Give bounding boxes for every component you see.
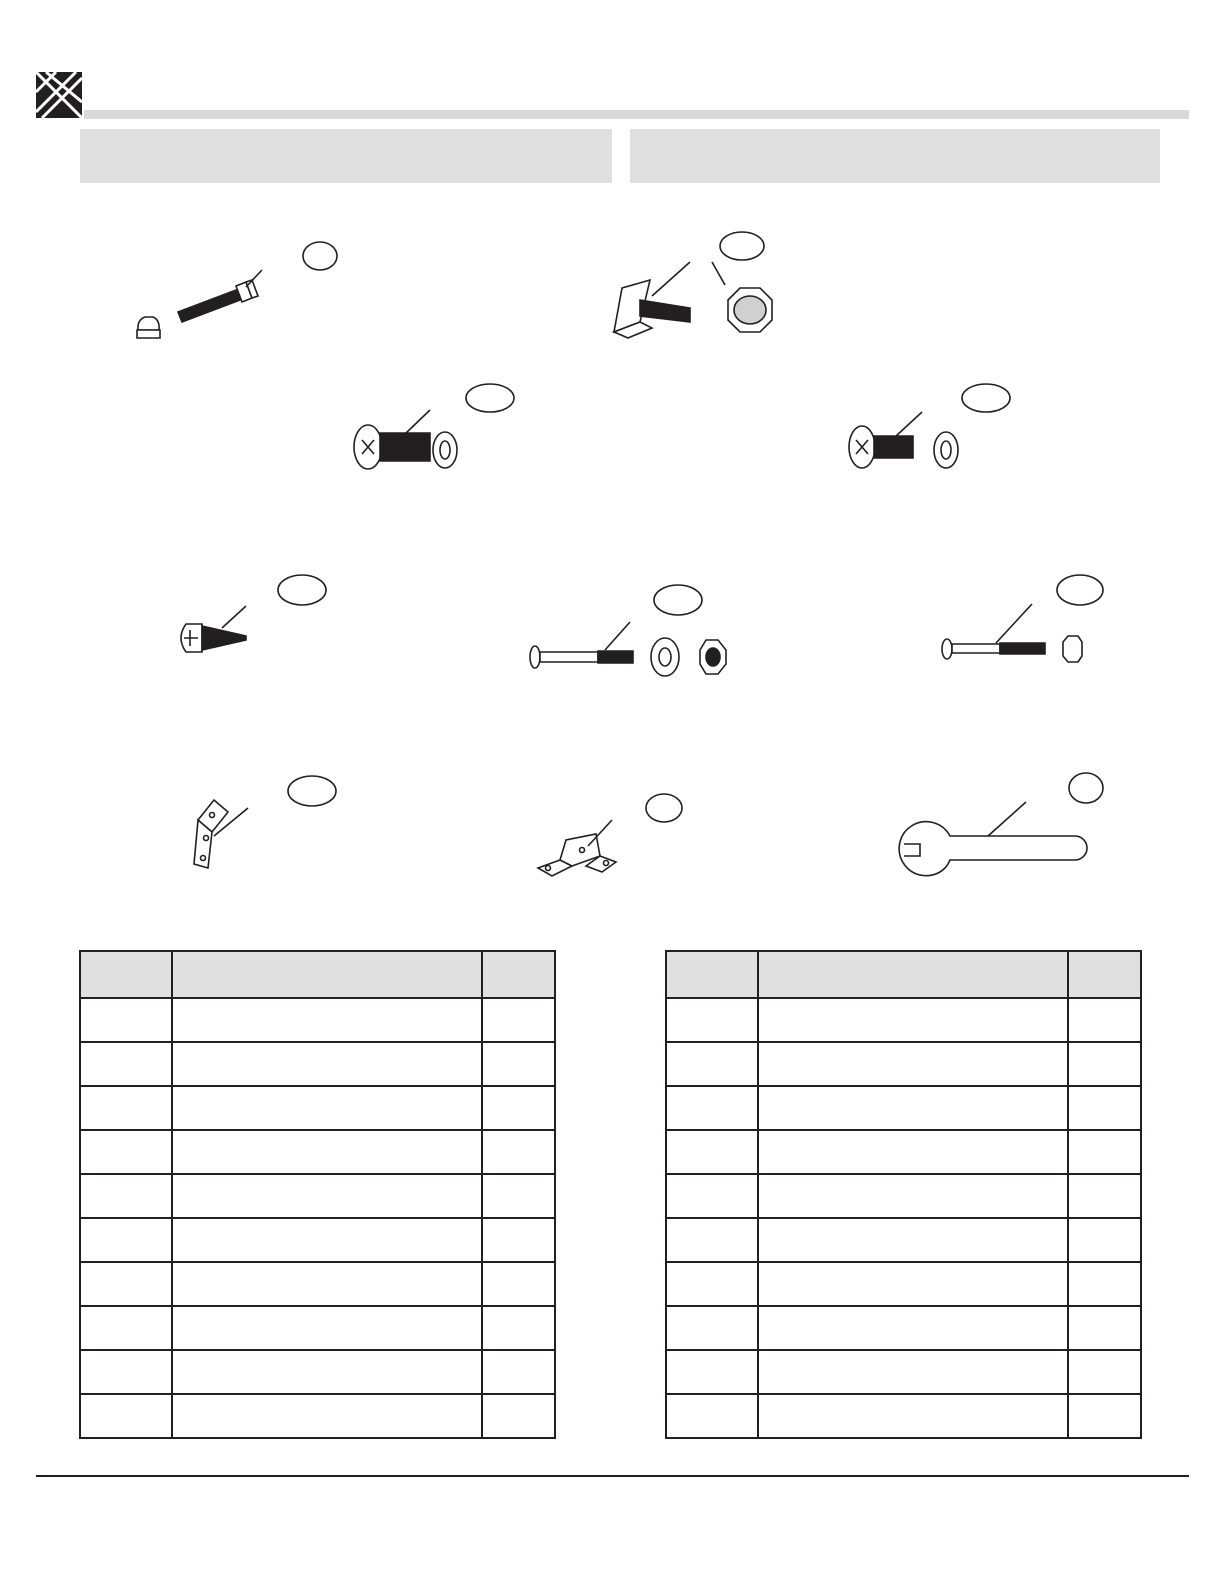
table-header-row: [80, 951, 555, 998]
part-key-circle: [962, 384, 1010, 412]
wrench-icon: [899, 773, 1103, 876]
long-bolt-and-nut-icon: [942, 575, 1103, 662]
header-key: [80, 951, 172, 998]
cell-key: [80, 1130, 172, 1174]
cell-quantity: [482, 1086, 555, 1130]
angle-bracket-icon: [194, 776, 336, 868]
cell-quantity: [1068, 1262, 1141, 1306]
table-row: [80, 1086, 555, 1130]
cell-key: [80, 1394, 172, 1438]
cell-key: [666, 1306, 758, 1350]
cell-key: [666, 1262, 758, 1306]
table-row: [666, 1086, 1141, 1130]
cell-description: [758, 1130, 1069, 1174]
cell-key: [80, 1306, 172, 1350]
part-key-circle: [720, 232, 764, 260]
saddle-bracket-icon: [538, 794, 682, 876]
cell-key: [80, 1350, 172, 1394]
cell-key: [80, 1086, 172, 1130]
part-key-circle: [303, 242, 337, 270]
cell-description: [172, 1262, 483, 1306]
cell-quantity: [1068, 1306, 1141, 1350]
cell-quantity: [1068, 1130, 1141, 1174]
header-key: [666, 951, 758, 998]
cell-description: [758, 1394, 1069, 1438]
cell-key: [666, 1394, 758, 1438]
parts-table-left: [79, 950, 556, 1439]
cell-description: [758, 1174, 1069, 1218]
table-row: [666, 1042, 1141, 1086]
cell-quantity: [1068, 1218, 1141, 1262]
cell-quantity: [1068, 1174, 1141, 1218]
table-header-row: [666, 951, 1141, 998]
header-description: [172, 951, 483, 998]
parts-table-right: [665, 950, 1142, 1439]
cell-key: [666, 1174, 758, 1218]
cell-quantity: [482, 998, 555, 1042]
table-row: [80, 1218, 555, 1262]
table-row: [666, 1306, 1141, 1350]
cell-description: [758, 998, 1069, 1042]
cell-quantity: [482, 1306, 555, 1350]
cell-description: [172, 1306, 483, 1350]
cell-key: [80, 998, 172, 1042]
part-key-circle: [646, 794, 682, 822]
cell-description: [758, 1306, 1069, 1350]
table-row: [80, 998, 555, 1042]
cell-quantity: [482, 1174, 555, 1218]
table-row: [80, 1262, 555, 1306]
phillips-bolt-and-washer-icon: [354, 384, 514, 469]
cell-quantity: [1068, 1042, 1141, 1086]
part-key-circle: [288, 776, 336, 806]
cell-key: [80, 1262, 172, 1306]
cell-key: [666, 1130, 758, 1174]
cell-quantity: [482, 1130, 555, 1174]
cell-description: [172, 998, 483, 1042]
cell-key: [666, 1042, 758, 1086]
table-row: [80, 1042, 555, 1086]
cell-key: [80, 1174, 172, 1218]
part-key-circle: [278, 575, 326, 605]
acorn-nut-and-bolt-icon: [137, 242, 337, 338]
table-row: [666, 1262, 1141, 1306]
cell-description: [172, 1042, 483, 1086]
table-row: [666, 1350, 1141, 1394]
table-row: [80, 1130, 555, 1174]
cell-description: [172, 1350, 483, 1394]
header-quantity: [1068, 951, 1141, 998]
cell-description: [758, 1218, 1069, 1262]
cell-quantity: [482, 1394, 555, 1438]
cell-description: [758, 1042, 1069, 1086]
part-key-circle: [1069, 773, 1103, 803]
cell-description: [172, 1394, 483, 1438]
part-key-circle: [1057, 575, 1103, 605]
cell-description: [758, 1262, 1069, 1306]
wood-screw-icon: [181, 575, 326, 652]
cell-quantity: [1068, 1394, 1141, 1438]
cell-description: [758, 1086, 1069, 1130]
header-description: [758, 951, 1069, 998]
cell-description: [758, 1350, 1069, 1394]
cell-quantity: [482, 1350, 555, 1394]
cell-description: [172, 1086, 483, 1130]
cell-description: [172, 1130, 483, 1174]
footer-rule: [36, 1475, 1189, 1477]
cell-quantity: [1068, 1086, 1141, 1130]
cell-quantity: [482, 1218, 555, 1262]
table-row: [666, 998, 1141, 1042]
cell-quantity: [482, 1042, 555, 1086]
cell-key: [80, 1042, 172, 1086]
short-phillips-bolt-and-washer-icon: [849, 384, 1010, 468]
cell-key: [666, 1350, 758, 1394]
table-row: [666, 1394, 1141, 1438]
cell-key: [666, 998, 758, 1042]
long-bolt-washer-nut-icon: [530, 585, 726, 676]
table-row: [666, 1130, 1141, 1174]
cell-key: [666, 1086, 758, 1130]
t-bolt-and-nut-icon: [614, 232, 772, 338]
cell-key: [666, 1218, 758, 1262]
table-row: [80, 1394, 555, 1438]
part-key-circle: [466, 384, 514, 412]
cell-quantity: [1068, 998, 1141, 1042]
cell-description: [172, 1218, 483, 1262]
table-row: [80, 1306, 555, 1350]
cell-key: [80, 1218, 172, 1262]
cell-quantity: [1068, 1350, 1141, 1394]
table-row: [80, 1174, 555, 1218]
table-row: [80, 1350, 555, 1394]
table-row: [666, 1218, 1141, 1262]
table-row: [666, 1174, 1141, 1218]
header-quantity: [482, 951, 555, 998]
cell-quantity: [482, 1262, 555, 1306]
cell-description: [172, 1174, 483, 1218]
part-key-circle: [654, 585, 702, 615]
